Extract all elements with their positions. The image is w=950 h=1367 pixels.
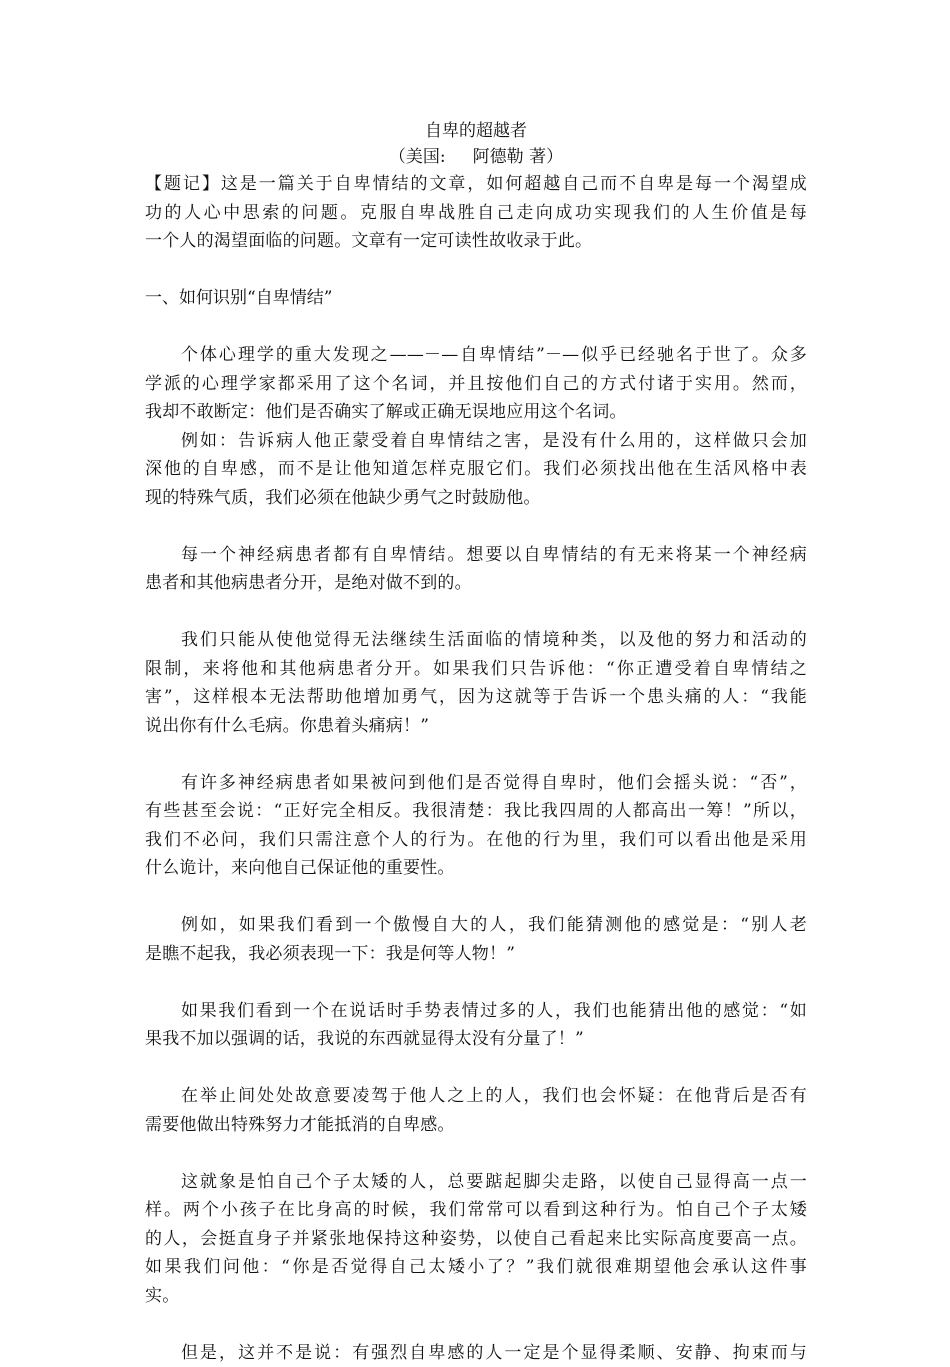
paragraph	[145, 1339, 807, 1367]
paragraph-line: 例如，如果我们看到一个傲慢自大的人，我们能猜测他的感觉是：“别人老	[145, 911, 807, 940]
paragraph-line: 但是，这并不是说：有强烈自卑感的人一定是个显得柔顺、安静、拘束而与	[145, 1339, 807, 1367]
paragraph	[145, 427, 807, 513]
foreword-line: 【题记】这是一篇关于自卑情结的文章，如何超越自己而不自卑是每一个渴望成	[145, 170, 807, 199]
paragraph-line: 患者和其他病患者分开，是绝对做不到的。	[145, 569, 807, 598]
paragraph-line: 果我不加以强调的话，我说的东西就显得太没有分量了！”	[145, 1025, 807, 1054]
foreword-line: 一个人的渴望面临的问题。文章有一定可读性故收录于此。	[145, 227, 807, 256]
paragraph-line: 我们只能从使他觉得无法继续生活面临的情境种类，以及他的努力和活动的	[145, 626, 807, 655]
document-author: （美国: 阿德勒 著）	[145, 144, 807, 170]
paragraph	[145, 769, 807, 883]
paragraph-line: 如果我们看到一个在说话时手势表情过多的人，我们也能猜出他的感觉：“如	[145, 997, 807, 1026]
paragraph	[145, 1168, 807, 1311]
paragraph	[145, 997, 807, 1054]
paragraph	[145, 1082, 807, 1139]
foreword	[145, 170, 807, 256]
paragraph-line: 学派的心理学家都采用了这个名词，并且按他们自己的方式付诸于实用。然而，	[145, 370, 807, 399]
paragraph-line: 实。	[145, 1282, 807, 1311]
paragraph-line: 是瞧不起我，我必须表现一下：我是何等人物！”	[145, 940, 807, 969]
section-heading: 一、如何识别“自卑情结”	[145, 284, 807, 313]
paragraph-line: 我却不敢断定：他们是否确实了解或正确无误地应用这个名词。	[145, 398, 807, 427]
paragraph-line: 现的特殊气质，我们必须在他缺少勇气之时鼓励他。	[145, 484, 807, 513]
paragraph-line: 我们不必问，我们只需注意个人的行为。在他的行为里，我们可以看出他是采用	[145, 826, 807, 855]
paragraph-line: 有许多神经病患者如果被问到他们是否觉得自卑时，他们会摇头说：“否”，	[145, 769, 807, 798]
document-title: 自卑的超越者	[145, 118, 807, 144]
paragraph-line: 深他的自卑感，而不是让他知道怎样克服它们。我们必须找出他在生活风格中表	[145, 455, 807, 484]
paragraph	[145, 541, 807, 598]
document-page	[145, 118, 807, 1367]
paragraph-line: 这就象是怕自己个子太矮的人，总要踮起脚尖走路，以使自己显得高一点一	[145, 1168, 807, 1197]
paragraph-line: 在举止间处处故意要凌驾于他人之上的人，我们也会怀疑：在他背后是否有	[145, 1082, 807, 1111]
paragraph-line: 限制，来将他和其他病患者分开。如果我们只告诉他：“你正遭受着自卑情结之	[145, 655, 807, 684]
paragraph-line: 每一个神经病患者都有自卑情结。想要以自卑情结的有无来将某一个神经病	[145, 541, 807, 570]
paragraph	[145, 626, 807, 740]
paragraph-line: 样。两个小孩子在比身高的时候，我们常常可以看到这种行为。怕自己个子太矮	[145, 1196, 807, 1225]
paragraph-line: 有些甚至会说：“正好完全相反。我很清楚：我比我四周的人都高出一筹！”所以，	[145, 797, 807, 826]
paragraph-line: 说出你有什么毛病。你患着头痛病！”	[145, 712, 807, 741]
paragraph-line: 例如：告诉病人他正蒙受着自卑情结之害，是没有什么用的，这样做只会加	[145, 427, 807, 456]
foreword-line: 功的人心中思索的问题。克服自卑战胜自己走向成功实现我们的人生价值是每	[145, 199, 807, 228]
paragraph-line: 如果我们问他：“你是否觉得自己太矮小了？”我们就很难期望他会承认这件事	[145, 1253, 807, 1282]
paragraph	[145, 911, 807, 968]
paragraph-line: 的人，会挺直身子并紧张地保持这种姿势，以使自己看起来比实际高度要高一点。	[145, 1225, 807, 1254]
paragraph	[145, 341, 807, 427]
paragraph-line: 害”，这样根本无法帮助他增加勇气，因为这就等于告诉一个患头痛的人：“我能	[145, 683, 807, 712]
paragraph-line: 需要他做出特殊努力才能抵消的自卑感。	[145, 1111, 807, 1140]
paragraph-line: 什么诡计，来向他自己保证他的重要性。	[145, 854, 807, 883]
paragraph-line: 个体心理学的重大发现之——－—自卑情结”－—似乎已经驰名于世了。众多	[145, 341, 807, 370]
